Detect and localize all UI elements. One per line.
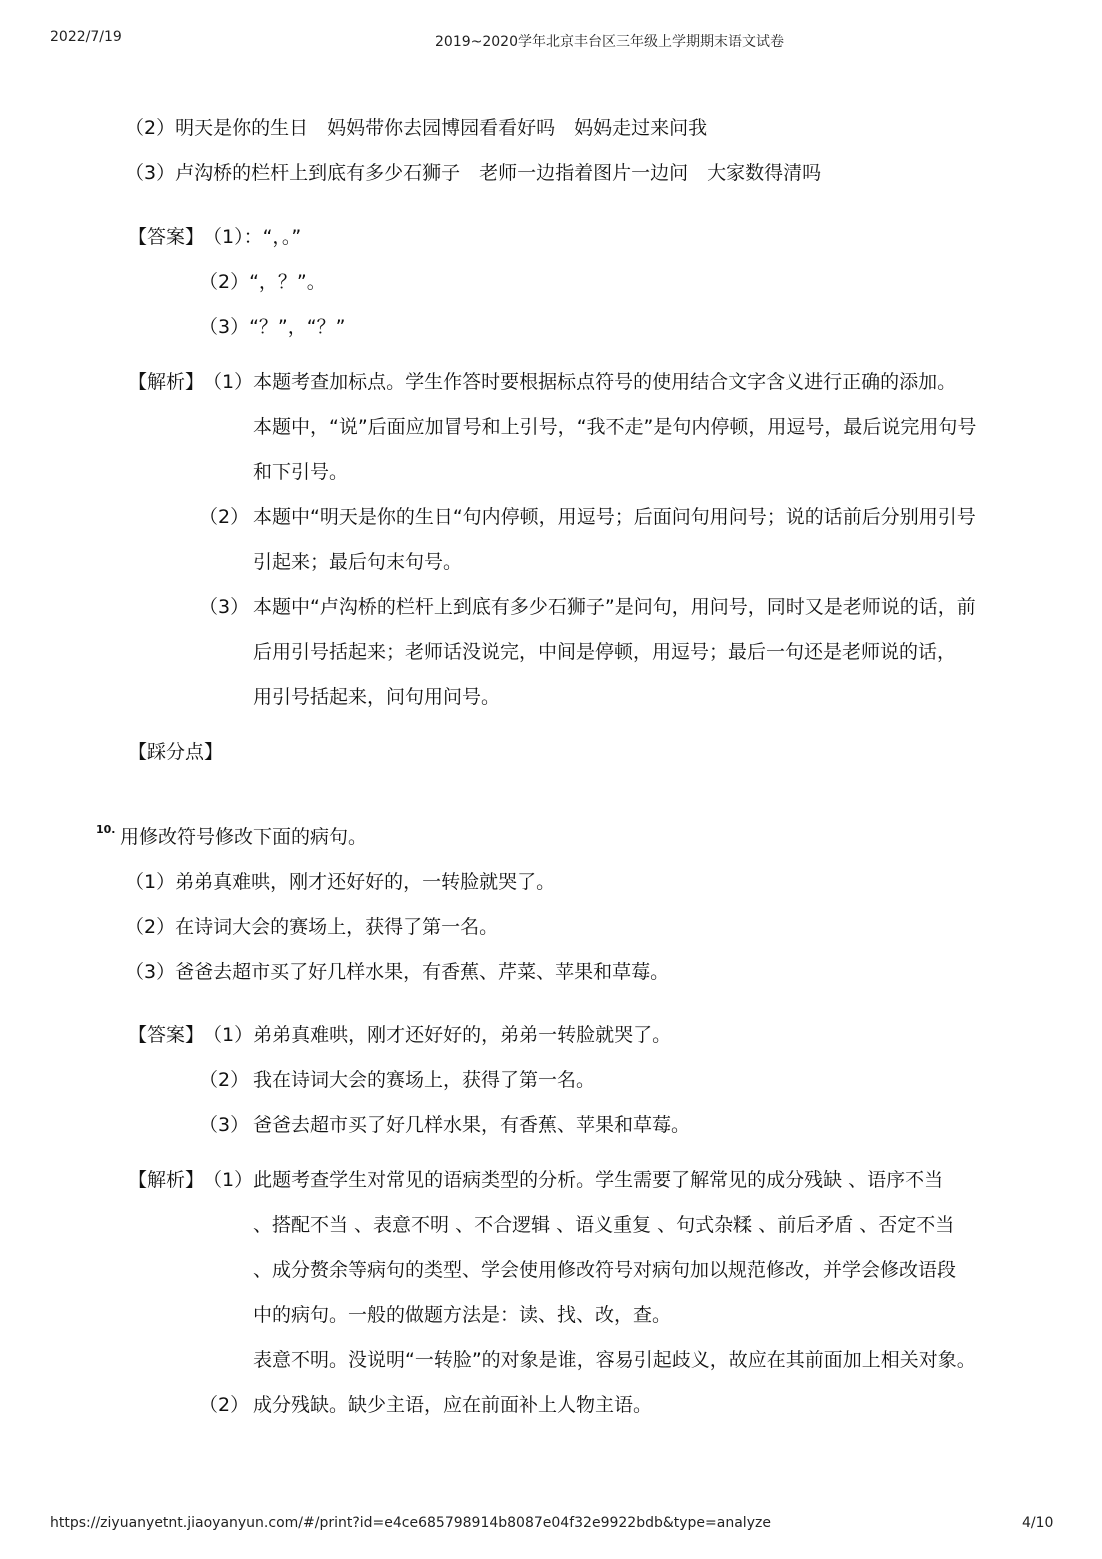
q9-scoring-points-label: 【踩分点】 <box>128 741 224 763</box>
q9-item-3 <box>125 161 821 185</box>
q9-analysis-p1-line-2: 本题中，“说”后面应加冒号和上引号，“我不走”是句内停顿，用逗号，最后说完用句号 <box>253 416 977 438</box>
q9-item-2 <box>125 116 707 140</box>
q10-item-1-number: （1） <box>125 871 176 893</box>
q9-analysis-p3-line-1: 本题中“卢沟桥的栏杆上到底有多少石狮子”是问句，用问号，同时又是老师说的话，前 <box>253 596 976 618</box>
q9-item-2-number: （2） <box>125 117 176 139</box>
q10-item-1 <box>125 870 555 894</box>
document-title: 2019~2020学年北京丰台区三年级上学期期末语文试卷 <box>435 34 784 50</box>
q10-stem: 用修改符号修改下面的病句。 <box>120 826 368 848</box>
q10-answer-label: 【答案】 <box>128 1024 205 1046</box>
source-url[interactable]: https://ziyuanyetnt.jiaoyanyun.com/#/print?id=e4ce685798914b8087e04f32e9922bdb&type=analyze <box>50 1515 771 1531</box>
q9-item-2-text: 明天是你的生日 妈妈带你去园博园看看好吗 妈妈走过来问我 <box>175 117 708 139</box>
q9-analysis-p2-line-2: 引起来；最后句末句号。 <box>253 551 463 573</box>
q9-analysis-label: 【解析】 <box>128 371 205 393</box>
q10-analysis-label: 【解析】 <box>128 1169 205 1191</box>
q10-number: 10. <box>96 823 116 836</box>
print-date: 2022/7/19 <box>50 29 122 45</box>
q10-answer-number-3: （3） <box>199 1114 250 1136</box>
q10-answer-line-2: 我在诗词大会的赛场上，获得了第一名。 <box>253 1069 596 1091</box>
q10-answer-number-2: （2） <box>199 1069 250 1091</box>
q9-answer-line-2: （2）“，？”。 <box>199 271 326 293</box>
page-number: 4/10 <box>1022 1515 1054 1531</box>
q10-item-2 <box>125 915 498 939</box>
q9-analysis-p1-line-1: （1）本题考查加标点。学生作答时要根据标点符号的使用结合文字含义进行正确的添加。 <box>203 371 957 393</box>
q10-answer-line-1: （1）弟弟真难哄，刚才还好好的，弟弟一转脸就哭了。 <box>203 1024 672 1046</box>
q9-analysis-p3-line-2: 后用引号括起来；老师话没说完，中间是停顿，用逗号；最后一句还是老师说的话， <box>253 641 957 663</box>
q10-analysis-p1-line-5: 表意不明。没说明“一转脸”的对象是谁，容易引起歧义，故应在其前面加上相关对象。 <box>253 1349 976 1371</box>
q10-item-3-text: 爸爸去超市买了好几样水果，有香蕉、芹菜、苹果和草莓。 <box>175 961 670 983</box>
q9-item-3-number: （3） <box>125 162 176 184</box>
q10-item-3-number: （3） <box>125 961 176 983</box>
q9-answer-line-1: （1）：“，。” <box>203 226 302 248</box>
q10-analysis-p1-line-2: 、搭配不当 、表意不明 、不合逻辑 、语义重复 、句式杂糅 、前后矛盾 、否定不当 <box>253 1214 955 1236</box>
q9-analysis-p3-number: （3） <box>199 596 250 618</box>
q10-analysis-p2-number: （2） <box>199 1394 250 1416</box>
q9-analysis-p1-line-3: 和下引号。 <box>253 461 349 483</box>
q10-analysis-p1-line-3: 、成分赘余等病句的类型、学会使用修改符号对病句加以规范修改，并学会修改语段 <box>253 1259 957 1281</box>
q10-answer-line-3: 爸爸去超市买了好几样水果，有香蕉、苹果和草莓。 <box>253 1114 691 1136</box>
q9-analysis-p3-line-3: 用引号括起来，问句用问号。 <box>253 686 501 708</box>
q10-item-3 <box>125 960 669 984</box>
q10-item-1-text: 弟弟真难哄，刚才还好好的，一转脸就哭了。 <box>175 871 556 893</box>
q10-item-2-number: （2） <box>125 916 176 938</box>
q9-item-3-text: 卢沟桥的栏杆上到底有多少石狮子 老师一边指着图片一边问 大家数得清吗 <box>175 162 822 184</box>
q9-analysis-p2-line-1: 本题中“明天是你的生日“句内停顿，用逗号；后面问句用问号；说的话前后分别用引号 <box>253 506 976 528</box>
q9-answer-label: 【答案】 <box>128 226 205 248</box>
q10-analysis-p1-line-1: （1）此题考查学生对常见的语病类型的分析。学生需要了解常见的成分残缺 、语序不当 <box>203 1169 944 1191</box>
q9-analysis-p2-number: （2） <box>199 506 250 528</box>
q9-answer-line-3: （3）“？”，“？” <box>199 316 346 338</box>
q10-item-2-text: 在诗词大会的赛场上，获得了第一名。 <box>175 916 499 938</box>
q10-analysis-p1-line-4: 中的病句。一般的做题方法是：读、找、改，查。 <box>253 1304 672 1326</box>
q10-analysis-p2-line-1: 成分残缺。缺少主语，应在前面补上人物主语。 <box>253 1394 653 1416</box>
